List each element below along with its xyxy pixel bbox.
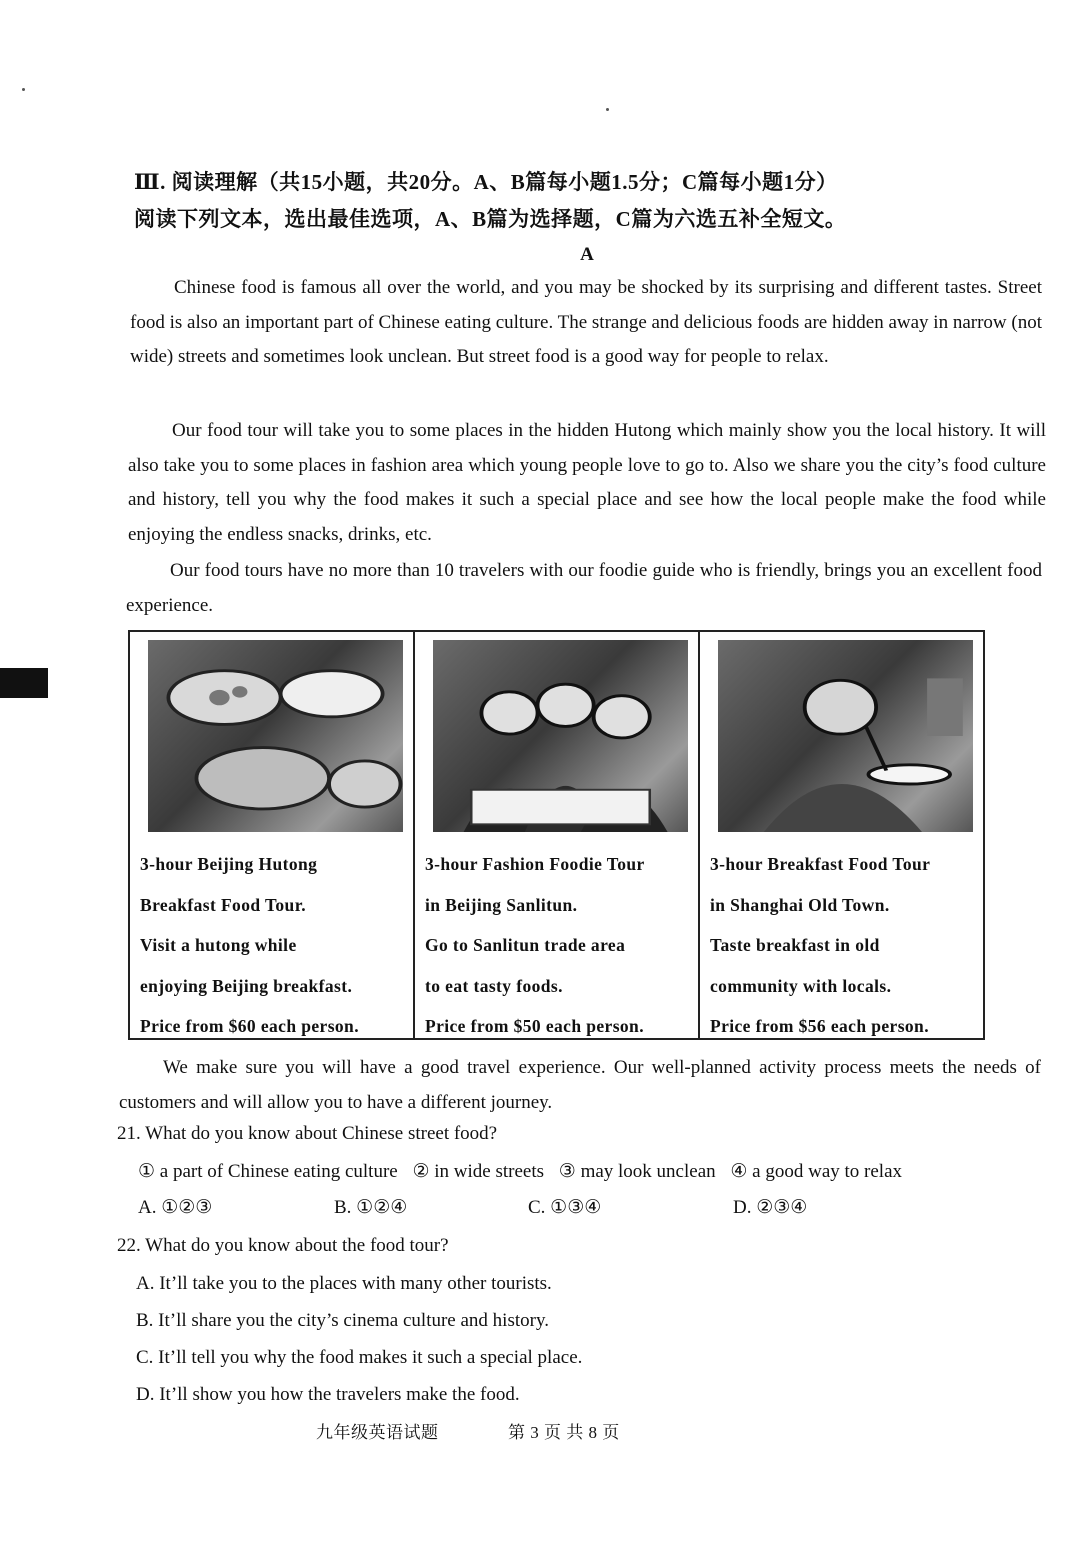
- paragraph-2: Our food tour will take you to some places in the hidden Hutong which mainly show you the local history. It will also take you to some places in fashion area which young people love to go to. Also we share you the city’s food culture and history, tell you why the food makes it such a special place and see how the local people make the food while enjoying the endless snacks, drinks, etc.: [128, 420, 1046, 545]
- question-21-stem: 21. What do you know about Chinese street food?: [117, 1123, 498, 1144]
- q21-option-a[interactable]: A. ①②③: [138, 1197, 213, 1218]
- three-women-photo: [433, 640, 688, 832]
- footer-page-number: 第 3 页 共 8 页: [508, 1423, 620, 1442]
- paragraph-3: Our food tours have no more than 10 travelers with our foodie guide who is friendly, brings you an excellent food experience.: [126, 560, 1042, 616]
- tour-description: [710, 844, 977, 1047]
- tour-detail-line: community with locals.: [710, 975, 892, 996]
- food-dishes-photo: [148, 640, 403, 832]
- page-footer: [316, 1418, 620, 1443]
- tour-title-line: in Beijing Sanlitun.: [425, 894, 578, 915]
- tour-price: Price from $50 each person.: [425, 1016, 644, 1036]
- statement-4: ④ a good way to relax: [730, 1161, 903, 1182]
- tour-detail-line: enjoying Beijing breakfast.: [140, 975, 353, 996]
- question-21-statements: [138, 1160, 912, 1183]
- tour-title-line: in Shanghai Old Town.: [710, 894, 890, 915]
- tour-title-line: 3-hour Beijing Hutong: [140, 854, 318, 874]
- tour-title-line: 3-hour Fashion Foodie Tour: [425, 854, 645, 874]
- section-instruction: 阅读下列文本，选出最佳选项，A、B篇为选择题，C篇为六选五补全短文。: [134, 207, 847, 231]
- scan-speck: [22, 88, 25, 91]
- question-22-stem: 22. What do you know about the food tour?: [117, 1235, 449, 1256]
- statement-2: ② in wide streets: [412, 1161, 545, 1182]
- q21-option-d[interactable]: D. ②③④: [733, 1197, 808, 1218]
- scan-speck: [606, 108, 609, 111]
- q22-option-b[interactable]: B. It’ll share you the city’s cinema culture and history.: [136, 1310, 549, 1331]
- closing-paragraph: We make sure you will have a good travel experience. Our well-planned activity process meets the needs of customers and will allow you to have a different journey.: [119, 1057, 1041, 1113]
- tour-price: Price from $56 each person.: [710, 1016, 929, 1036]
- man-eating-photo: [718, 640, 973, 832]
- tour-description: [425, 844, 692, 1047]
- footer-subject: 九年级英语试题: [316, 1423, 439, 1442]
- q21-option-b[interactable]: B. ①②④: [334, 1197, 408, 1218]
- tour-detail-line: Visit a hutong while: [140, 935, 297, 955]
- tour-card-hutong: [130, 632, 415, 1038]
- scan-edge-mark: [0, 668, 48, 698]
- tour-price: Price from $60 each person.: [140, 1016, 359, 1036]
- tour-detail-line: Go to Sanlitun trade area: [425, 935, 626, 955]
- tour-detail-line: Taste breakfast in old: [710, 935, 880, 955]
- tour-title-line: Breakfast Food Tour.: [140, 894, 307, 915]
- tour-card-shanghai: [700, 632, 983, 1038]
- q22-option-d[interactable]: D. It’ll show you how the travelers make the food.: [136, 1384, 520, 1405]
- paragraph-1: Chinese food is famous all over the world, and you may be shocked by its surprising and different tastes. Street food is also an important part of Chinese eating culture. The strange and delicious foods are hidden away in narrow (not wide) streets and sometimes look unclean. But street food is a good way for people to relax.: [130, 277, 1042, 367]
- passage-label: A: [580, 244, 594, 265]
- q22-option-c[interactable]: C. It’ll tell you why the food makes it such a special place.: [136, 1347, 583, 1368]
- tour-table: [128, 630, 985, 1040]
- tour-card-sanlitun: [415, 632, 700, 1038]
- section-title: Ⅲ. 阅读理解（共15小题，共20分。A、B篇每小题1.5分；C篇每小题1分）: [134, 170, 838, 194]
- statement-3: ③ may look unclean: [558, 1161, 716, 1182]
- statement-1: ① a part of Chinese eating culture: [138, 1161, 398, 1182]
- tour-detail-line: to eat tasty foods.: [425, 975, 563, 996]
- tour-title-line: 3-hour Breakfast Food Tour: [710, 854, 931, 874]
- q21-option-c[interactable]: C. ①③④: [528, 1197, 602, 1218]
- q22-option-a[interactable]: A. It’ll take you to the places with many other tourists.: [136, 1273, 552, 1294]
- tour-description: [140, 844, 407, 1047]
